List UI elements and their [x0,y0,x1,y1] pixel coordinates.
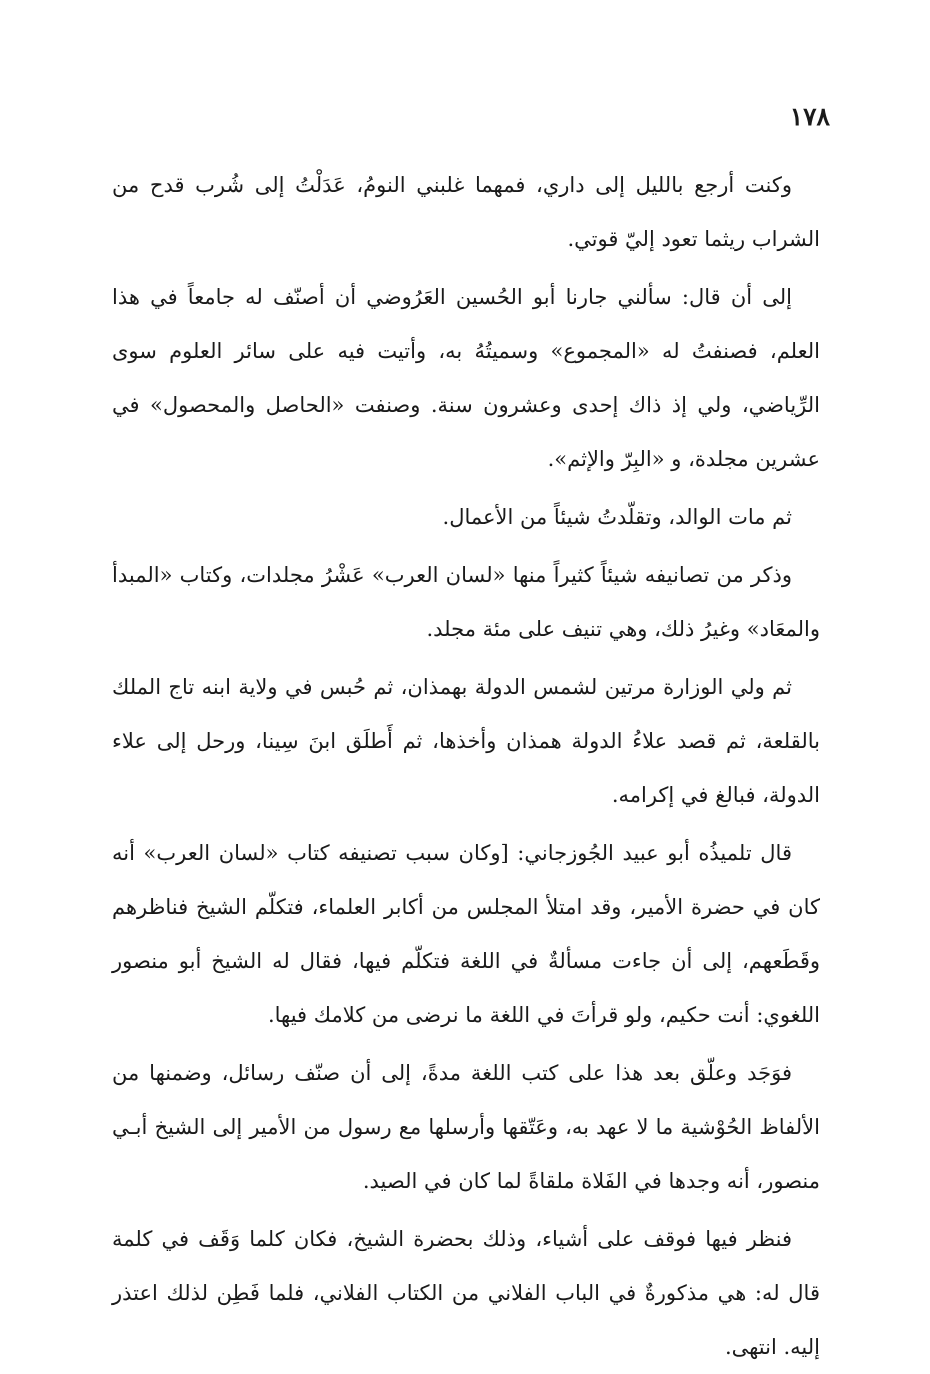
paragraph-8: فنظر فيها فوقف على أشياء، وذلك بحضرة الشيخ، فكان كلما وَقَف في كلمة قال له: هي مذكورةٌ في الباب الفلاني من الكتاب الفلاني، فلما فَطِن لذلك اعتذر إليه. انتهى. [112,1227,820,1359]
paragraph-5: ثم ولي الوزارة مرتين لشمس الدولة بهمذان، ثم حُبس في ولاية ابنه تاج الملك بالقلعة، ثم قصد علاءُ الدولة همذان وأخذها، ثم أَطلَق ابنَ سِينا، ورحل إلى علاء الدولة، فبالغ في إكرامه. [112,675,820,807]
page-body [112,158,820,1374]
paragraph-7: فوَجَد وعلّق بعد هذا على كتب اللغة مدةً، إلى أن صنّف رسائل، وضمنها من الألفاظ الحُوْشية ما لا عهد به، وعَتّقها وأرسلها مع رسول من الأمير إلى الشيخ أبـي منصور، أنه وجدها في الفَلاة ملقاةً لما كان في الصيد. [112,1061,820,1193]
page-number: ١٧٨ [789,102,830,131]
paragraph-2: إلى أن قال: سألني جارنا أبو الحُسين العَرُوضي أن أصنّف له جامعاً في هذا العلم، فصنفتُ له «المجموع» وسميتُهُ به، وأتيت فيه على سائر العلوم سوى الرِّياضي، ولي إذ ذاك إحدى وعشرون سنة. وصنفت «الحاصل والمحصول» في عشرين مجلدة، و «البِرّ والإثم». [112,285,820,471]
paragraph-1: وكنت أرجع بالليل إلى داري، فمهما غلبني النومُ، عَدَلْتُ إلى شُرب قدح من الشراب ريثما تعود إليّ قوتي. [112,173,820,251]
paragraph-3: ثم مات الوالد، وتقلّدتُ شيئاً من الأعمال. [442,505,792,529]
paragraph-6: قال تلميذُه أبو عبيد الجُوزجاني: [وكان سبب تصنيفه كتاب «لسان العرب» أنه كان في حضرة الأمير، وقد امتلأ المجلس من أكابر العلماء، فتكلّم الشيخ فناظرهم وقَطَعهم، إلى أن جاءت مسألةٌ في اللغة فتكلّم فيها، فقال له الشيخ أبو منصور اللغوي: أنت حكيم، ولو قرأتَ في اللغة ما نرضى من كلامك فيها. [112,841,820,1027]
paragraph-4: وذكر من تصانيفه شيئاً كثيراً منها «لسان العرب» عَشْرُ مجلدات، وكتاب «المبدأ والمعَاد» وغيرُ ذلك، وهي تنيف على مئة مجلد. [112,563,820,641]
